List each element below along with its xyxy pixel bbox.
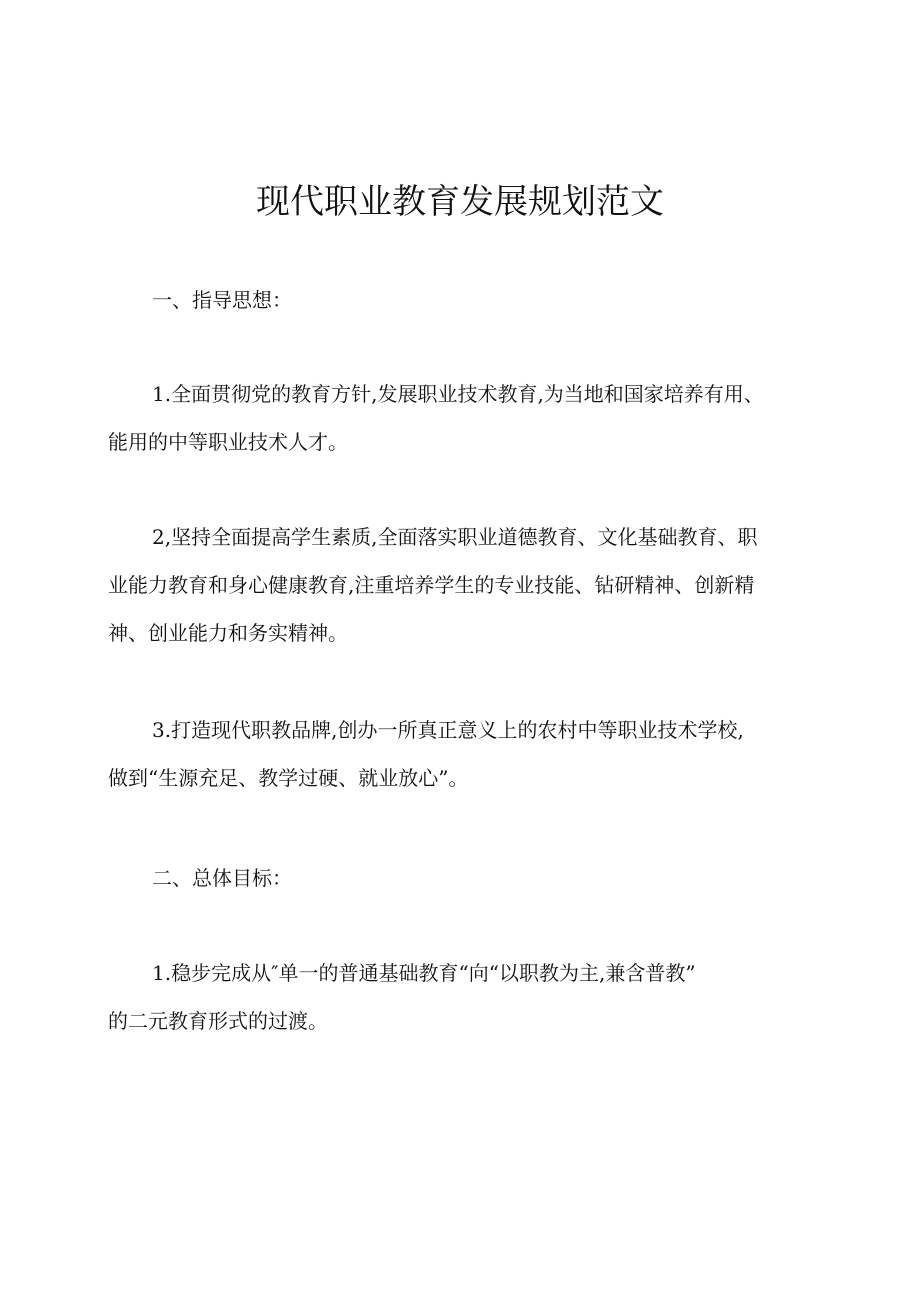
paragraph-line: 的二元教育形式的过渡。	[108, 1009, 328, 1033]
paragraph-item-3	[108, 706, 818, 802]
paragraph-goal-1	[108, 949, 818, 1045]
paragraph-line: 能用的中等职业技术人才。	[108, 430, 348, 454]
paragraph-line: 业能力教育和身心健康教育,注重培养学生的专业技能、钻研精神、创新精	[108, 573, 755, 597]
paragraph-line: 1.全面贯彻党的教育方针,发展职业技术教育,为当地和国家培养有用、	[152, 382, 764, 406]
section-heading-guiding-ideology: 一、指导思想：	[152, 288, 292, 312]
paragraph-line: 2,坚持全面提高学生素质,全面落实职业道德教育、文化基础教育、职	[152, 525, 758, 549]
document-title: 现代职业教育发展规划范文	[256, 182, 664, 222]
paragraph-line: 3.打造现代职教品牌,创办一所真正意义上的农村中等职业技术学校,	[152, 718, 744, 742]
paragraph-item-2	[108, 513, 818, 657]
paragraph-line: 1.稳步完成从″单一的普通基础教育“向“以职教为主,兼含普教”	[152, 961, 696, 985]
paragraph-line: 做到“生源充足、教学过硬、就业放心”。	[108, 766, 469, 790]
paragraph-item-1	[108, 370, 818, 466]
section-heading-overall-goals: 二、总体目标：	[152, 866, 292, 890]
paragraph-line: 神、创业能力和务实精神。	[108, 621, 348, 645]
